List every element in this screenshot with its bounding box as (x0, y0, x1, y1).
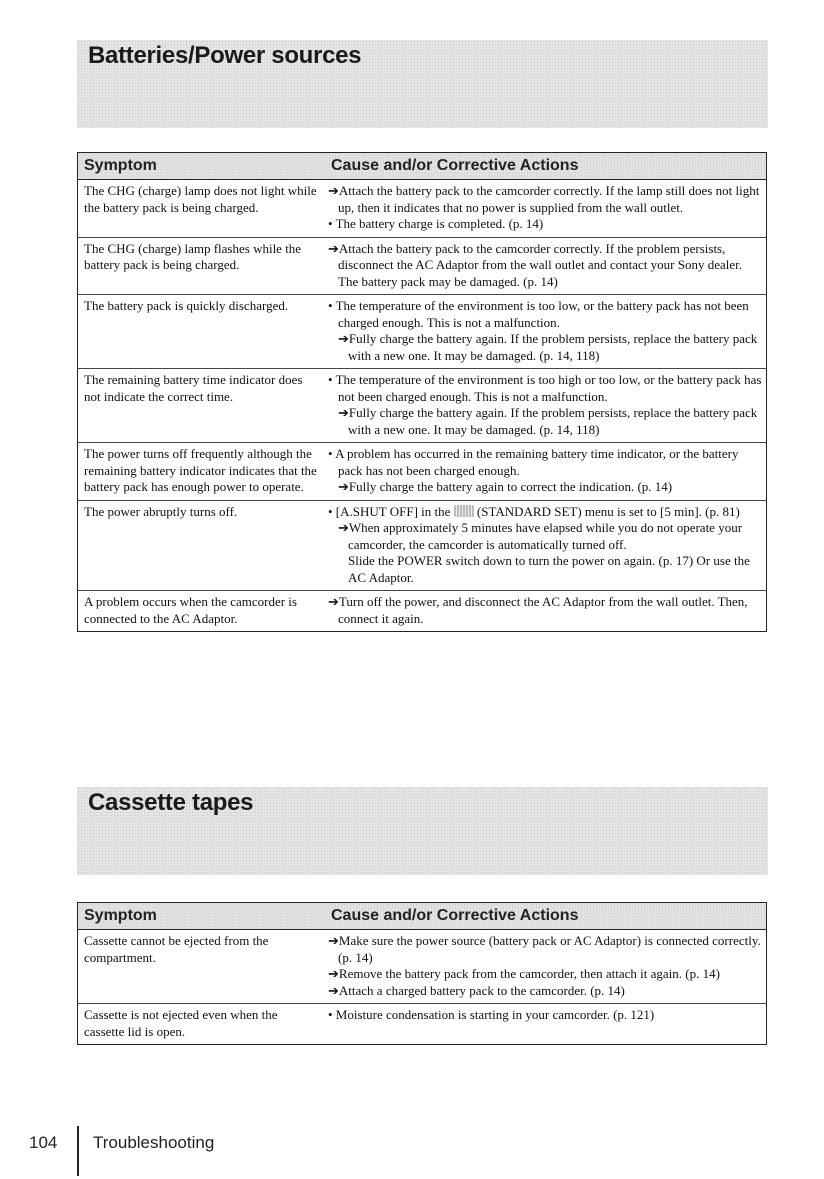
cause-cell (322, 180, 767, 238)
troubleshooting-table-cassette (77, 902, 767, 1045)
cause-cell (322, 443, 767, 501)
cause-cell (322, 930, 767, 1004)
cause-line: ➔Turn off the power, and disconnect the AC Adaptor from the wall outlet. Then, connect it again. (328, 594, 748, 626)
table-row (78, 180, 767, 238)
symptom-cell: The CHG (charge) lamp does not light while the battery pack is being charged. (84, 183, 317, 215)
standard-set-menu-icon (454, 505, 474, 517)
cause-line (328, 504, 762, 521)
symptom-cell: Cassette cannot be ejected from the compartment. (84, 933, 269, 965)
cause-line: ➔Make sure the power source (battery pack or AC Adaptor) is connected correctly. (p. 14) (328, 933, 761, 965)
symptom-column-header: Symptom (78, 153, 323, 180)
table-header-row (78, 903, 767, 930)
table-row (78, 500, 767, 591)
cause-cell (322, 500, 767, 591)
section-title: Cassette tapes (88, 789, 254, 816)
section-title: Batteries/Power sources (88, 42, 362, 69)
section-banner-batteries (77, 40, 768, 128)
table-header-row (78, 153, 767, 180)
symptom-cell: The power abruptly turns off. (78, 500, 323, 591)
table-row (78, 1004, 767, 1045)
cause-line: • Moisture condensation is starting in your camcorder. (p. 121) (328, 1007, 655, 1022)
cause-column-header: Cause and/or Corrective Actions (322, 153, 767, 180)
cause-line: ➔When approximately 5 minutes have elapsed while you do not operate your camcorder, the camcorder is automatically turned off. (338, 520, 743, 552)
cause-cell (322, 369, 767, 443)
table-row (78, 591, 767, 632)
symptom-cell: The remaining battery time indicator does not indicate the correct time. (78, 369, 323, 443)
cause-text: • [A.SHUT OFF] in the (328, 503, 454, 519)
cause-line: ➔Fully charge the battery again. If the problem persists, replace the battery pack with a new one. It may be damaged. (p. 14, 118) (338, 331, 758, 363)
symptom-cell: A problem occurs when the camcorder is connected to the AC Adaptor. (78, 591, 323, 632)
symptom-cell: The power turns off frequently although the remaining battery indicator indicates that the battery pack has enough power to operate. (78, 443, 323, 501)
cause-text: (STANDARD SET) menu is set to [5 min]. (p. 81) (473, 503, 740, 519)
footer-section-title: Troubleshooting (93, 1133, 215, 1152)
cause-line: • The temperature of the environment is too high or too low, or the battery pack has not been charged enough. This is not a malfunction. (328, 372, 762, 404)
cause-cell (322, 591, 767, 632)
table-row (78, 237, 767, 295)
table-row (78, 295, 767, 369)
symptom-cell: Cassette is not ejected even when the cassette lid is open. (78, 1004, 323, 1045)
symptom-cell: The CHG (charge) lamp flashes while the battery pack is being charged. (78, 237, 323, 295)
section-banner-cassette (77, 787, 768, 875)
cause-line: ➔Attach a charged battery pack to the camcorder. (p. 14) (328, 982, 625, 998)
symptom-column-header: Symptom (78, 903, 323, 930)
cause-line: • A problem has occurred in the remaining battery time indicator, or the battery pack has not been charged enough. (328, 446, 739, 478)
cause-line: • The battery charge is completed. (p. 14) (328, 216, 544, 231)
cause-line: • The temperature of the environment is too low, or the battery pack has not been charged enough. This is not a malfunction. (328, 298, 749, 330)
cause-line: ➔Attach the battery pack to the camcorder correctly. If the problem persists, disconnect the AC Adaptor from the wall outlet and contact your Sony dealer. The battery pack may be damaged. (p. 14) (328, 240, 742, 289)
cause-line: Slide the POWER switch down to turn the power on again. (p. 17) Or use the AC Adaptor. (348, 553, 750, 585)
cause-line: ➔Remove the battery pack from the camcorder, then attach it again. (p. 14) (328, 966, 720, 981)
page-number: 104 (29, 1133, 58, 1152)
cause-line: ➔Attach the battery pack to the camcorder correctly. If the lamp still does not light up, then it indicates that no power is supplied from the wall outlet. (328, 183, 760, 215)
cause-column-header: Cause and/or Corrective Actions (322, 903, 767, 930)
footer-divider (77, 1126, 79, 1176)
cause-line: ➔Fully charge the battery again. If the problem persists, replace the battery pack with a new one. It may be damaged. (p. 14, 118) (338, 405, 758, 437)
cause-cell (322, 237, 767, 295)
cause-cell (322, 295, 767, 369)
cause-line: ➔Fully charge the battery again to correct the indication. (p. 14) (338, 479, 673, 494)
table-row (78, 930, 767, 1004)
table-row (78, 369, 767, 443)
symptom-cell: The battery pack is quickly discharged. (78, 295, 323, 369)
troubleshooting-table-batteries (77, 152, 767, 632)
table-row (78, 443, 767, 501)
cause-cell (322, 1004, 767, 1045)
